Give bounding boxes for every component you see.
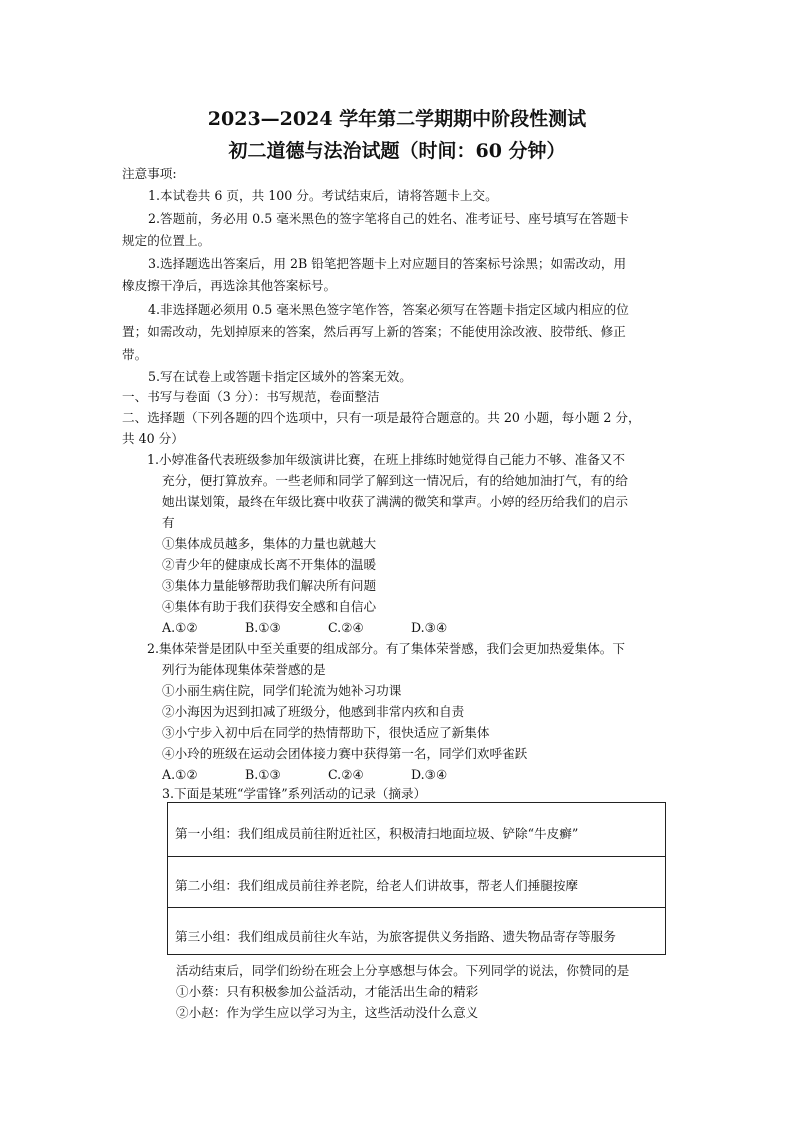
note-4-line-1: 4.非选择题必须用 0.5 毫米黑色签字笔作答，答案必须写在答题卡指定区域内相应的位 <box>148 302 629 317</box>
note-2-line-1: 2.答题前，务必用 0.5 毫米黑色的签字笔将自己的姓名、准考证号、座号填写在答题卡 <box>148 211 629 226</box>
q2-option-4: ④小玲的班级在运动会团体接力赛中获得第一名，同学们欢呼雀跃 <box>162 746 528 761</box>
note-4-line-2: 置；如需改动，先划掉原来的答案，然后再写上新的答案；不能使用涂改液、胶带纸、修正 <box>122 324 626 339</box>
q1-choice-c: C.②④ <box>328 620 364 635</box>
q2-option-2: ②小海因为迟到扣减了班级分，他感到非常内疚和自责 <box>162 704 465 719</box>
q2-choice-b: B.①③ <box>245 767 281 782</box>
q2-stem-line-1: 2.集体荣誉是团队中至关重要的组成部分。有了集体荣誉感，我们会更加热爱集体。下 <box>147 641 625 656</box>
q1-choice-a: A.①② <box>162 620 198 635</box>
q3-after-text: 活动结束后，同学们纷纷在班会上分享感想与体会。下列同学的说法，你赞同的是 <box>176 963 630 978</box>
q1-stem-line-3: 她出谋划策，最终在年级比赛中收获了满满的微笑和掌声。小婷的经历给我们的启示 <box>162 494 628 509</box>
table-cell-group-1: 第一小组：我们组成员前往附近社区，积极清扫地面垃圾、铲除“牛皮癣” <box>175 826 579 841</box>
notes-heading: 注意事项: <box>122 166 177 181</box>
q1-stem-line-2: 充分，便打算放弃。一些老师和同学了解到这一情况后，有的给她加油打气，有的给 <box>162 473 628 488</box>
q2-choice-a: A.①② <box>162 767 198 782</box>
q3-stem: 3.下面是某班“学雷锋”系列活动的记录（摘录） <box>162 786 427 801</box>
table-row <box>168 857 665 908</box>
table-row <box>168 803 665 857</box>
section-1-heading: 一、书写与卷面（3 分）：书写规范，卷面整洁 <box>122 389 380 404</box>
exam-title: 2023—2024 学年第二学期期中阶段性测试 <box>207 108 587 130</box>
note-4-line-3: 带。 <box>122 347 148 362</box>
q1-stem-line-1: 1.小婷准备代表班级参加年级演讲比赛，在班上排练时她觉得自己能力不够、准备又不 <box>147 452 625 467</box>
q2-stem-line-2: 列行为能体现集体荣誉感的是 <box>162 662 326 677</box>
q2-choice-d: D.③④ <box>411 767 448 782</box>
activity-record-table <box>167 802 666 955</box>
q3-option-2: ②小赵：作为学生应以学习为主，这些活动没什么意义 <box>176 1005 479 1020</box>
exam-subtitle: 初二道德与法治试题（时间：60 分钟） <box>228 140 566 162</box>
table-cell-group-2: 第二小组：我们组成员前往养老院，给老人们讲故事，帮老人们捶腿按摩 <box>175 878 578 893</box>
table-cell-group-3: 第三小组：我们组成员前往火车站，为旅客提供义务指路、遗失物品寄存等服务 <box>175 929 616 944</box>
q2-choice-c: C.②④ <box>328 767 364 782</box>
note-3-line-2: 橡皮擦干净后，再选涂其他答案标号。 <box>122 278 337 293</box>
q1-choice-d: D.③④ <box>411 620 448 635</box>
note-1: 1.本试卷共 6 页，共 100 分。考试结束后，请将答题卡上交。 <box>148 188 498 203</box>
section-2-heading-line-2: 共 40 分） <box>122 431 184 446</box>
note-2-line-2: 规定的位置上。 <box>122 233 211 248</box>
note-5: 5.写在试卷上或答题卡指定区域外的答案无效。 <box>148 369 412 384</box>
q1-option-1: ①集体成员越多，集体的力量也就越大 <box>162 536 377 551</box>
table-row <box>168 908 665 954</box>
q1-option-3: ③集体力量能够帮助我们解决所有问题 <box>162 578 377 593</box>
q1-option-4: ④集体有助于我们获得安全感和自信心 <box>162 599 377 614</box>
q2-option-1: ①小丽生病住院，同学们轮流为她补习功课 <box>162 683 402 698</box>
section-2-heading-line-1: 二、选择题（下列各题的四个选项中，只有一项是最符合题意的。共 20 小题，每小题 2 分， <box>122 410 641 425</box>
q1-stem-line-4: 有 <box>162 515 175 530</box>
note-3-line-1: 3.选择题选出答案后，用 2B 铅笔把答题卡上对应题目的答案标号涂黑；如需改动，用 <box>148 256 627 271</box>
q1-choice-b: B.①③ <box>245 620 281 635</box>
q2-option-3: ③小宁步入初中后在同学的热情帮助下，很快适应了新集体 <box>162 725 490 740</box>
q1-option-2: ②青少年的健康成长离不开集体的温暖 <box>162 557 377 572</box>
q3-option-1: ①小蔡：只有积极参加公益活动，才能活出生命的精彩 <box>176 984 479 999</box>
